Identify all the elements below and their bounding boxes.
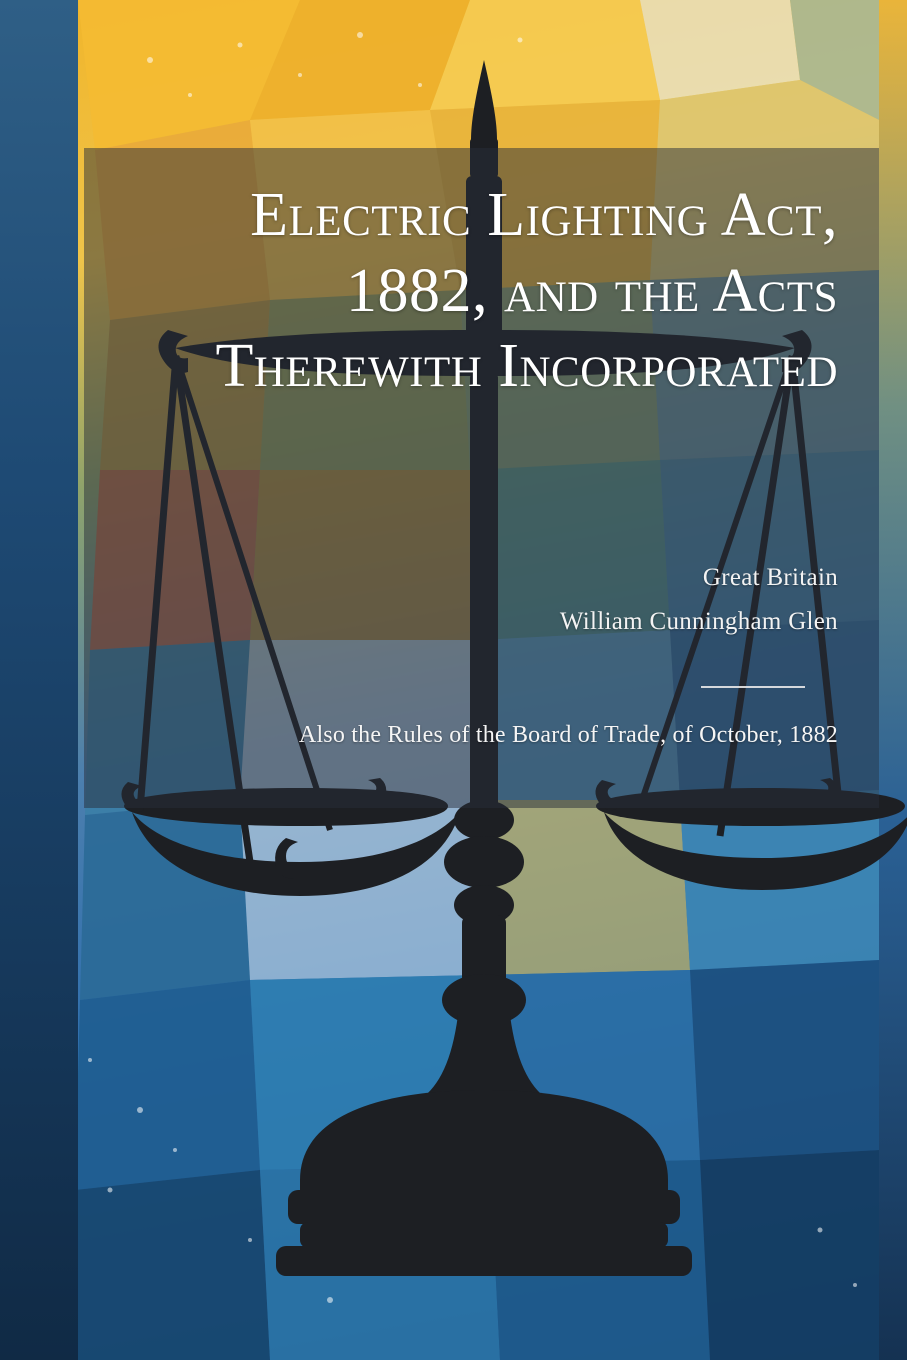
page-title: Electric Lighting Act, 1882, and the Acts Therewith Incorporated xyxy=(215,181,838,401)
author-name: Great Britain xyxy=(702,564,838,591)
author-name: William Cunningham Glen xyxy=(559,607,838,635)
subtitle: Also the Rules of the Board of Trade, of October, 1882 xyxy=(298,722,838,748)
author-list xyxy=(84,556,856,644)
divider xyxy=(701,686,805,688)
